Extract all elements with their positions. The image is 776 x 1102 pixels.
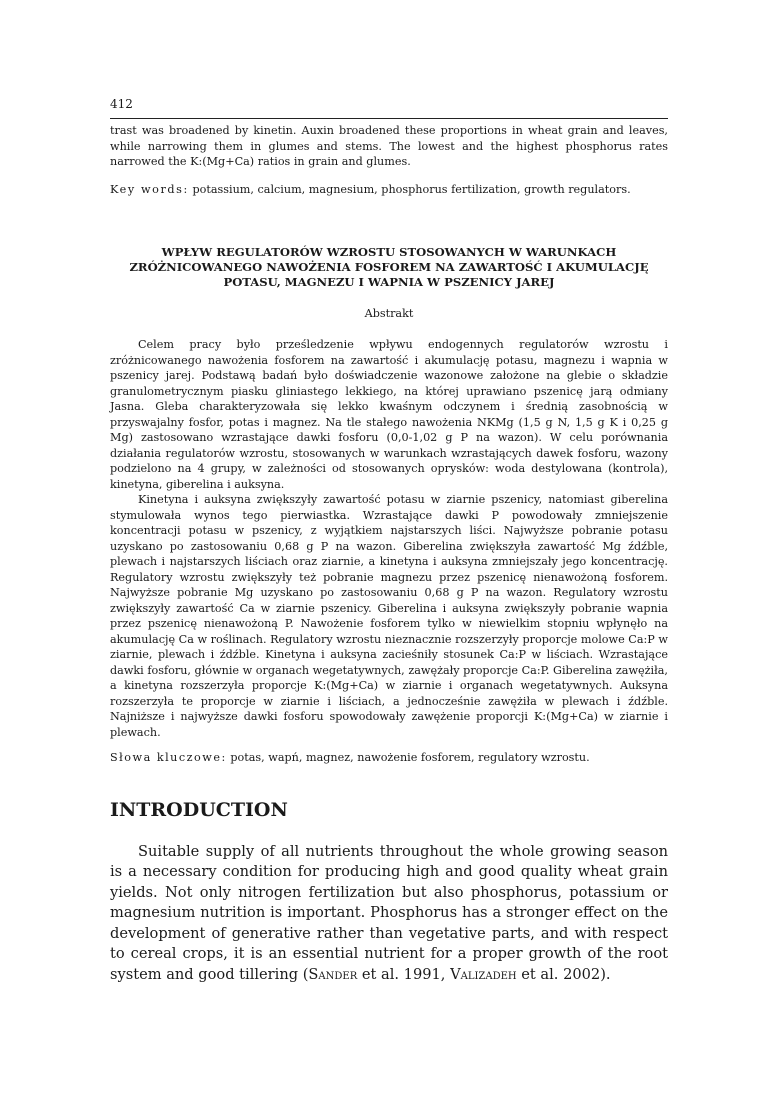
page-number: 412 <box>110 97 133 111</box>
header-rule <box>110 118 668 119</box>
abstrakt-paragraph-2: Kinetyna i auksyna zwiększyły zawartość potasu w ziarnie pszenicy, natomiast giberelina stymulowała wynos tego pierwiastka. Wzrastające dawki P powodowały zmniejszenie koncentracji potasu w pszenicy, z wyjątkiem najstarszych liści. Najwyższe pobranie potasu uzyskano po zastosowaniu 0,68 g P na wazon. Giberelina zwiększyła zawartość Mg źdźble, plewach i najstarszych liściach oraz ziarnie, a kinetyna i auksyna zmniejszały jego koncentrację. Regulatory wzrostu zwiększyły też pobranie magnezu przez pszenicę nienawożoną fosforem. Najwyższe pobranie Mg uzyskano po zastosowaniu 0,68 g P na wazon. Regulatory wzrostu zwiększyły zawartość Ca w ziarnie pszenicy. Giberelina i auksyna zwiększyły pobranie wapnia przez pszenicę nienawożoną P. Nawożenie fosforem tylko w niewielkim stopniu wpłynęło na akumulację Ca w roślinach. Regulatory wzrostu nieznacznie rozszerzyły proporcje molowe Ca:P w ziarnie, plewach i źdźble. Kinetyna i auksyna zacieśniły stosunek Ca:P w liściach. Wzrastające dawki fosforu, głównie w organach wegetatywnych, zawężały proporcje Ca:P. Giberelina zawężiła, a kinetyna rozszerzyła proporcje K:(Mg+Ca) w ziarnie i organach wegetatywnych. Auksyna rozszerzyła te proporcje w ziarnie i liściach, a jednocześnie zawężiła w plewach i źdźble. Najniższe i najwyższe dawki fosforu spowodowały zawężenie proporcji K:(Mg+Ca) w ziarnie i plewach. <box>110 493 668 739</box>
citation-sander: Sander <box>308 965 358 983</box>
introduction-text: Suitable supply of all nutrients throughout the whole growing season is a necessary condition for producing high and good quality wheat grain yields. Not only nitrogen fertilization but also phosphorus, potassium or magnesium nutrition is important. Phosphorus has a stronger effect on the development of generative rather than vegetative parts, and with respect to cereal crops, it is an essential nutrient for a proper growth of the root system and good tillering ( <box>110 842 668 983</box>
introduction-heading: INTRODUCTION <box>110 798 288 821</box>
introduction-paragraph <box>110 842 668 986</box>
keywords-label: Key words: <box>110 182 189 196</box>
abstrakt-heading: Abstrakt <box>364 307 414 320</box>
citation-valizadeh-rest: et al. 2002). <box>516 965 611 983</box>
citation-sander-rest: et al. 1991, <box>357 965 451 983</box>
slowa-kluczowe-text: potas, wapń, magnez, nawożenie fosforem, regulatory wzrostu. <box>230 751 590 764</box>
keywords <box>110 182 668 198</box>
summary-tail: trast was broadened by kinetin. Auxin broadened these proportions in wheat grain and leaves, while narrowing them in glumes and stems. The lowest and the highest phosphorus rates narrowed the K:(Mg+Ca) ratios in grain and glumes. <box>110 124 668 168</box>
abstrakt-paragraph-1: Celem pracy było prześledzenie wpływu endogennych regulatorów wzrostu i zróżnicowanego nawożenia fosforem na zawartość i akumulację potasu, magnezu i wapnia w pszenicy jarej. Podstawą badań było doświadczenie wazonowe założone na glebie o składzie granulometrycznym piasku gliniastego lekkiego, na której uprawiano pszenicę jarą odmiany Jasna. Gleba charakteryzowała się lekko kwaśnym odczynem i średnią zasobnością w przyswajalny fosfor, potas i magnez. Na tle stałego nawożenia NKMg (1,5 g N, 1,5 g K i 0,25 g Mg) zastosowano wzrastające dawki fosforu (0,0-1,02 g P na wazon). W celu porównania działania regulatorów wzrostu, stosowanych w warunkach wzrastających dawek fosforu, wazony podzielono na 4 grupy, w zależności od stosowanych oprysków: woda destylowana (kontrola), kinetyna, giberelina i auksyna. <box>110 338 668 491</box>
slowa-kluczowe-label: Słowa kluczowe: <box>110 751 227 764</box>
slowa-kluczowe <box>110 750 668 766</box>
keywords-text: potassium, calcium, magnesium, phosphorus fertilization, growth regulators. <box>192 182 631 196</box>
polish-title: WPŁYW REGULATORÓW WZROSTU STOSOWANYCH W WARUNKACH ZRÓŻNICOWANEGO NAWOŻENIA FOSFOREM NA ZAWARTOŚĆ I AKUMULACJĘ POTASU, MAGNEZU I WAPNIA W PSZENICY JAREJ <box>129 245 649 289</box>
citation-valizadeh: Valizadeh <box>450 965 517 983</box>
page <box>110 96 668 985</box>
